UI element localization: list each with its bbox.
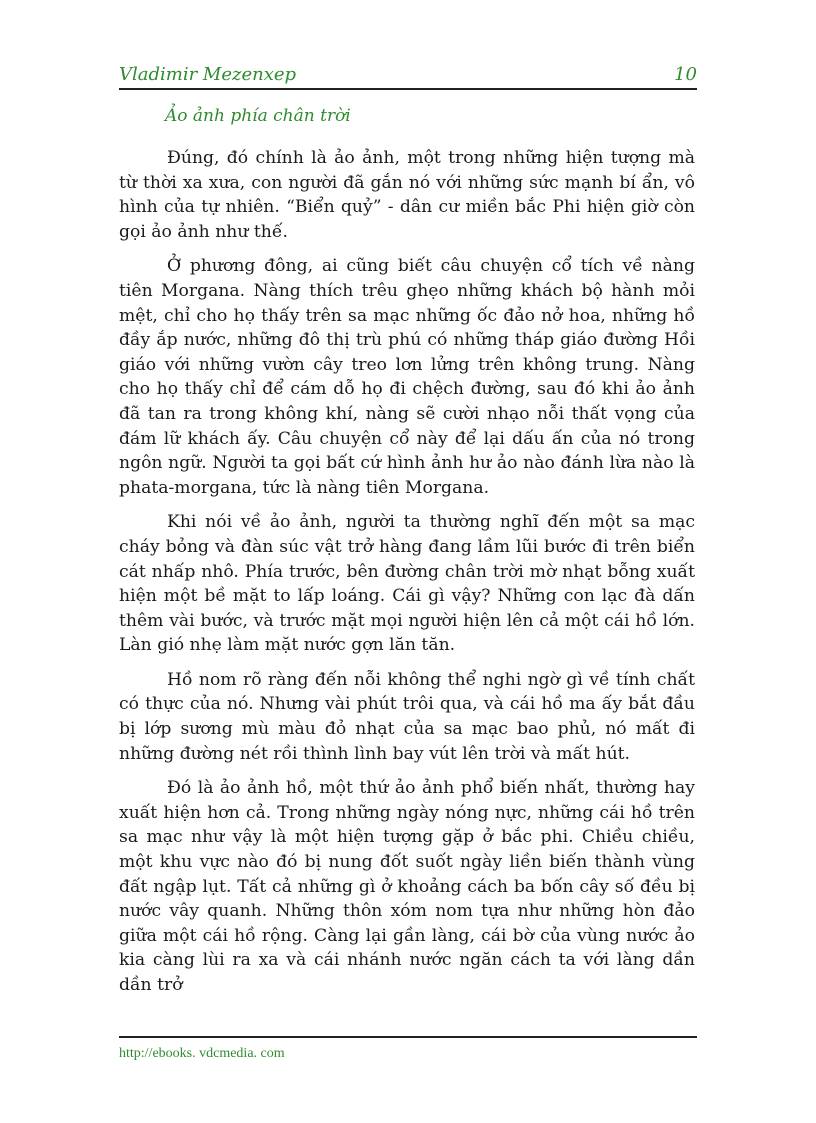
page-header: [119, 60, 697, 90]
body-text: [119, 146, 695, 1008]
chapter-title: Ảo ảnh phía chân trời: [165, 106, 351, 126]
paragraph: Đó là ảo ảnh hồ, một thứ ảo ảnh phổ biến nhất, thường hay xuất hiện hơn cả. Trong những ngày nóng nực, những cái hồ trên sa mạc như vậy là một hiện tượng gặp ở bắc phi. Chiều chiều, một khu vực nào đó bị nung đốt suốt ngày liền biến thành vùng đất ngập lụt. Tất cả những gì ở khoảng cách ba bốn cây số đều bị nước vây quanh. Những thôn xóm nom tựa như những hòn đảo giữa một cái hồ rộng. Càng lại gần làng, cái bờ của vùng nước ảo kia càng lùi ra xa và cái nhánh nước ngăn cách ta với làng dần dần trở: [119, 778, 695, 995]
header-author: Vladimir Mezenxep: [119, 64, 297, 85]
footer-divider: [119, 1036, 697, 1038]
paragraph: Hồ nom rõ ràng đến nỗi không thể nghi ngờ gì về tính chất có thực của nó. Nhưng vài phút trôi qua, và cái hồ ma ấy bắt đầu bị lớp sương mù màu đỏ nhạt của sa mạc bao phủ, nó mất đi những đường nét rồi thình lình bay vút lên trời và mất hút.: [119, 669, 695, 764]
footer-url-link[interactable]: http://ebooks. vdcmedia. com: [119, 1046, 285, 1061]
page-number: 10: [674, 64, 697, 85]
paragraph: Ở phương đông, ai cũng biết câu chuyện cổ tích về nàng tiên Morgana. Nàng thích trêu ghẹo những khách bộ hành mỏi mệt, chỉ cho họ thấy trên sa mạc những ốc đảo nở hoa, những hồ đầy ắp nước, những đô thị trù phú có những tháp giáo đường Hồi giáo với những vườn cây treo lơn lửng trên không trung. Nàng cho họ thấy chỉ để cám dỗ họ đi chệch đường, sau đó khi ảo ảnh đã tan ra trong không khí, nàng sẽ cười nhạo nỗi thất vọng của đám lữ khách ấy. Câu chuyện cổ này để lại dấu ấn của nó trong ngôn ngữ. Người ta gọi bất cứ hình ảnh hư ảo nào đánh lừa nào là phata-morgana, tức là nàng tiên Morgana.: [119, 256, 695, 498]
paragraph: Khi nói về ảo ảnh, người ta thường nghĩ đến một sa mạc cháy bỏng và đàn súc vật trở hàng đang lầm lũi bước đi trên biển cát nhấp nhô. Phía trước, bên đường chân trời mờ nhạt bỗng xuất hiện một bề mặt to lấp loáng. Cái gì vậy? Những con lạc đà dấn thêm vài bước, và trước mặt mọi người hiện lên cả một cái hồ lớn. Làn gió nhẹ làm mặt nước gợn lăn tăn.: [119, 512, 695, 656]
paragraph: Đúng, đó chính là ảo ảnh, một trong những hiện tượng mà từ thời xa xưa, con người đã gắn nó với những sức mạnh bí ẩn, vô hình của tự nhiên. “Biển quỷ” - dân cư miền bắc Phi hiện giờ còn gọi ảo ảnh như thế.: [119, 148, 695, 242]
